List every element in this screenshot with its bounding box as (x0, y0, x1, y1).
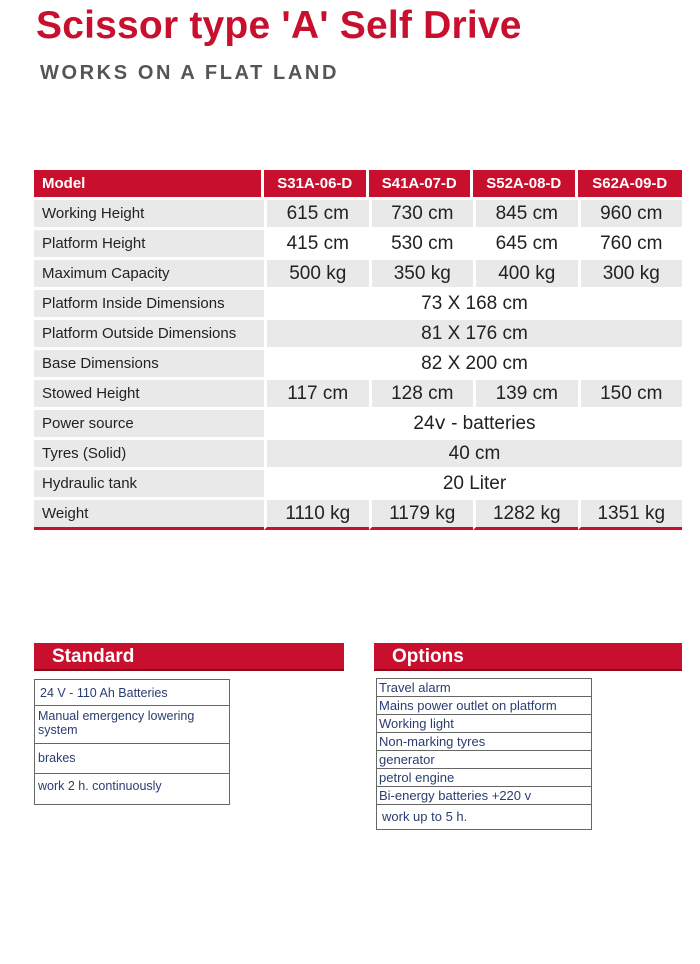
row-value: 40 cm (264, 440, 682, 470)
row-value: 24ⅴ - batteries (264, 410, 682, 440)
row-value: 73 X 168 cm (264, 290, 682, 320)
header-model: Model (34, 170, 264, 200)
row-value: 960 cm (578, 200, 683, 230)
row-label: Maximum Capacity (34, 260, 264, 290)
row-value: 350 kg (369, 260, 474, 290)
row-label: Platform Outside Dimensions (34, 320, 264, 350)
row-working-height (34, 200, 682, 230)
row-value: 1282 kg (473, 500, 578, 530)
spec-table (34, 170, 682, 530)
row-value: 128 cm (369, 380, 474, 410)
row-label: Base Dimensions (34, 350, 264, 380)
row-value: 845 cm (473, 200, 578, 230)
list-item: work 2 h. continuously (38, 779, 162, 793)
row-weight (34, 500, 682, 530)
row-base-dimensions (34, 350, 682, 380)
list-item: petrol engine (377, 769, 591, 787)
page-subtitle: WORKS ON A FLAT LAND (40, 62, 340, 84)
options-heading: Options (374, 643, 682, 671)
list-item: Non-marking tyres (377, 733, 591, 751)
row-value: 645 cm (473, 230, 578, 260)
row-max-capacity (34, 260, 682, 290)
row-label: Hydraulic tank (34, 470, 264, 500)
header-model-2: S41A-07-D (369, 170, 474, 200)
row-label: Tyres (Solid) (34, 440, 264, 470)
page-title: Scissor type 'A' Self Drive (36, 4, 522, 47)
row-value: 1351 kg (578, 500, 683, 530)
row-value: 530 cm (369, 230, 474, 260)
list-item: Bi-energy batteries +220 v (377, 787, 591, 805)
row-label: Power source (34, 410, 264, 440)
row-inside-dimensions (34, 290, 682, 320)
row-value: 1110 kg (264, 500, 369, 530)
row-label: Stowed Height (34, 380, 264, 410)
row-label: Platform Inside Dimensions (34, 290, 264, 320)
list-item: generator (377, 751, 591, 769)
row-value: 1179 kg (369, 500, 474, 530)
row-label: Working Height (34, 200, 264, 230)
list-item: Working light (377, 715, 591, 733)
row-value: 730 cm (369, 200, 474, 230)
row-value: 415 cm (264, 230, 369, 260)
row-value: 500 kg (264, 260, 369, 290)
row-outside-dimensions (34, 320, 682, 350)
row-value: 139 cm (473, 380, 578, 410)
list-item: 24 V - 110 Ah Batteries (35, 680, 229, 706)
standard-heading: Standard (34, 643, 344, 671)
header-model-4: S62A-09-D (578, 170, 683, 200)
row-value: 82 X 200 cm (264, 350, 682, 380)
standard-list (34, 679, 230, 805)
list-item: Travel alarm (377, 679, 591, 697)
list-item: Mains power outlet on platform (377, 697, 591, 715)
header-model-3: S52A-08-D (473, 170, 578, 200)
row-stowed-height (34, 380, 682, 410)
row-value: 150 cm (578, 380, 683, 410)
row-value: 400 kg (473, 260, 578, 290)
list-item: work up to 5 h. (382, 809, 468, 824)
row-value: 117 cm (264, 380, 369, 410)
options-list (376, 678, 592, 830)
header-model-1: S31A-06-D (264, 170, 369, 200)
row-value: 20 Liter (264, 470, 682, 500)
spec-header-row (34, 170, 682, 200)
row-hydraulic-tank (34, 470, 682, 500)
row-value: 300 kg (578, 260, 683, 290)
row-power-source (34, 410, 682, 440)
row-label: Weight (34, 500, 264, 530)
list-item: brakes (35, 744, 229, 774)
row-value: 81 X 176 cm (264, 320, 682, 350)
list-item: Manual emergency lowering system (35, 706, 229, 744)
row-label: Platform Height (34, 230, 264, 260)
row-tyres (34, 440, 682, 470)
row-value: 615 cm (264, 200, 369, 230)
row-platform-height (34, 230, 682, 260)
row-value: 760 cm (578, 230, 683, 260)
